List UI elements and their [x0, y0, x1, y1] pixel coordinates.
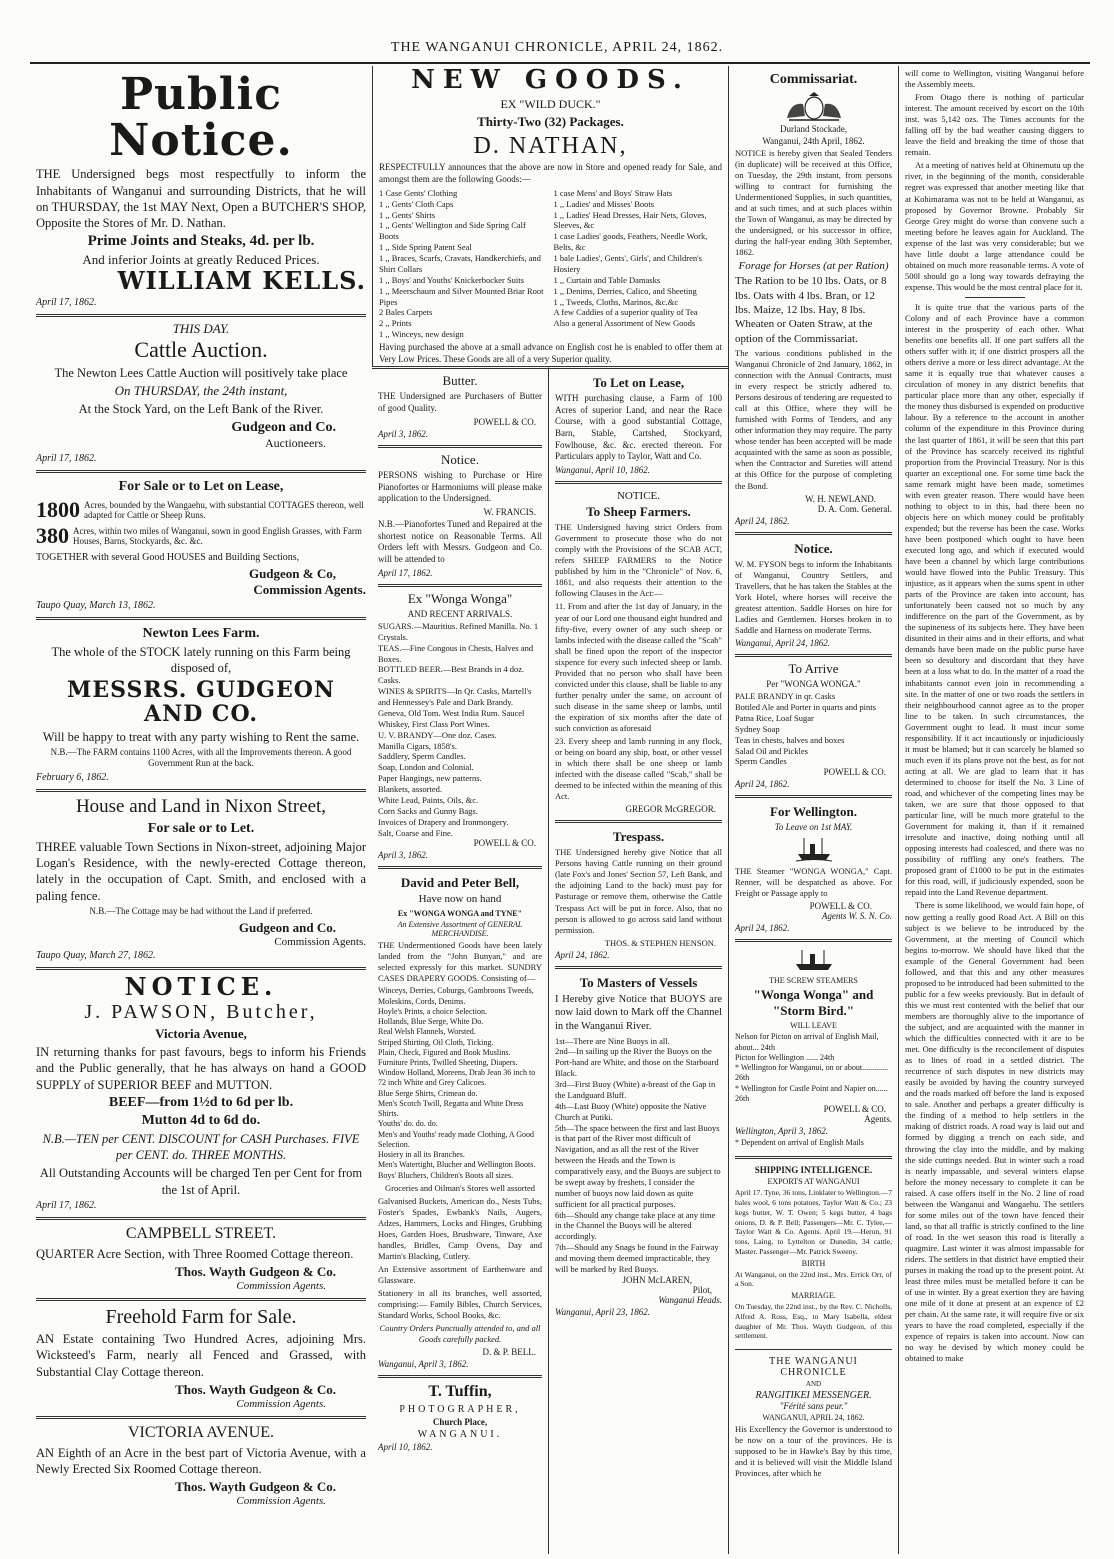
ad-title: To Arrive — [788, 660, 839, 676]
ad-title: Butter. — [442, 373, 478, 388]
steamship-icon — [794, 836, 834, 862]
ad-ex: Ex "WONGA WONGA and TYNE" — [397, 909, 523, 919]
ad-signature: Gudgeon & Co, — [248, 565, 336, 581]
bell-list — [378, 986, 542, 1180]
ad-beef-price: BEEF—from 1½d to 6d per lb. — [108, 1094, 294, 1110]
list-item: * Wellington for Castle Point and Napier on...... 26th — [735, 1083, 888, 1103]
ad-trespass — [555, 823, 722, 968]
ad-title: For Sale or to Let on Lease, — [118, 478, 284, 494]
ad-subtitle-2: An Extensive Assortment of GENERAL MERCHANDISE. — [397, 920, 523, 939]
ad-signature: THOS. & STEPHEN HENSON. — [604, 937, 716, 948]
lot-1800 — [36, 497, 366, 523]
list-item: Men's Scotch Twill, Regatta and White Dress Shirts. — [378, 1098, 524, 1119]
section-title: SHIPPING INTELLIGENCE. — [754, 1165, 873, 1176]
ad-date: Wanganui, April 23, 1862. — [555, 1306, 651, 1317]
list-item: 7th—Should any Snags be found in the Fairway and moving them deemed impracticable, they will be marked by Red Buoys. — [555, 1242, 719, 1274]
ad-date: April 17, 1862. — [36, 1199, 97, 1211]
ad-arrivals — [378, 587, 542, 870]
ad-firm: MESSRS. GUDGEON AND CO. — [67, 677, 335, 728]
list-item: 1 ,, Tweeds, Cloths, Marinos, &c.&c — [553, 296, 679, 307]
ad-title: Commissariat. — [769, 72, 858, 87]
ad-title: T. Tuffin, — [428, 1383, 492, 1401]
ad-body: NOTICE is hereby given that Sealed Tenders (in duplicate) will be received at this Office, on Tuesday, the 29th instant, from persons willing to contract for furnishing the Undermentioned Supplies, in such quantities, and at such times, and at such places within the Town of Wanganui, as may be directed by the undersigned, or his successor in office, during the half-year ending 30th September, 1862. — [735, 148, 892, 258]
list-item: Teas in chests, halves and boxes — [735, 734, 845, 745]
list-item: 2 ,, Prints — [379, 318, 412, 329]
ad-date: April 3, 1862. — [378, 428, 429, 439]
ad-place: Victoria Avenue, — [155, 1026, 247, 1042]
ad-campbell-street — [36, 1220, 366, 1301]
goods-list — [379, 188, 722, 340]
ad-title: For Wellington. — [770, 804, 857, 820]
list-item: Men's Watertight, Blucher and Wellington Boots. — [378, 1160, 536, 1170]
masthead: THE WANGANUI CHRONICLE, APRIL 24, 1862. — [390, 40, 724, 55]
list-item: Salt, Coarse and Fine. — [378, 827, 453, 838]
ad-to-arrive — [735, 657, 892, 798]
ad-commissariat — [735, 66, 892, 535]
ad-signature: Gudgeon and Co. — [238, 919, 336, 935]
masthead-rule — [30, 62, 1090, 64]
ad-body: THE Undersigned are Purchasers of Butter of good Quality. — [378, 391, 542, 413]
ad-body: The Newton Lees Cattle Auction will positively take place — [54, 366, 348, 381]
paper-date: WANGANUI, APRIL 24, 1862. — [762, 1413, 865, 1423]
ad-signature-title: Commission Agents. — [236, 1397, 326, 1410]
list-item: 1 ,, Meerschaum and Silver Mounted Briar Root Pipes — [379, 285, 544, 307]
ad-mutton-price: Mutton 4d to 6d do. — [141, 1112, 261, 1128]
column-5 — [898, 66, 1090, 1554]
list-item: 1 case Ladies' goods, Feathers, Needle Work, Belts, &c — [553, 231, 708, 253]
ad-freehold-farm — [36, 1301, 366, 1419]
editorial-paragraph: will come to Wellington, visiting Wanganui before the Assembly meets. — [905, 68, 1084, 90]
list-item: 1 ,, Gents' Wellington and Side Spring Calf Boots — [379, 220, 526, 242]
ad-subtitle: PHOTOGRAPHER, — [399, 1404, 521, 1416]
royal-arms-icon — [781, 90, 847, 122]
ad-packages: Thirty-Two (32) Packages. — [477, 113, 624, 129]
ad-title: NEW GOODS. — [411, 66, 690, 95]
list-item: * Wellington for Wanganui, on or about............. 26th — [735, 1063, 889, 1083]
list-item: Plain, Check, Figured and Book Muslins. — [378, 1047, 511, 1057]
list-item: 2nd—In sailing up the River the Buoys on the Port-hand are White, and those on the Starboard Black. — [555, 1046, 719, 1079]
column-4 — [728, 66, 898, 1554]
ad-title: VICTORIA AVENUE. — [127, 1423, 275, 1441]
ad-nb: N.B.—The FARM contains 1100 Acres, with all the Improvements thereon. A good Government Run at the back. — [50, 746, 352, 769]
section-body: April 17. Tyne, 36 tons, Linklater to Wellington.—7 bales wool, 6 tons potatoes, Taylor Watt & Co.; 23 kegs butter, W. T. Owen; 5 kegs butter, 4 bags onions, D. & P. Bell; Passengers—Mr. C. Tylee,—Taylor Watt & Co. Agents. April 19.—Heron, 91 tons, Laing, to Lyttelton or Dunedin, 34 cattle, Master. Passenger—Mr. Patrick Sweeny. — [735, 1188, 892, 1256]
list-item: WINES & SPIRITS—In Qr. Casks, Martell's and Hennessey's Pale and Dark Brandy. Geneva, Old Tom. West India Rum. Saucel Whiskey, First Class Port Wines. — [378, 686, 532, 729]
marriage-title: MARRIAGE. — [791, 1291, 836, 1301]
editorial-body: His Excellency the Governor is understood to be now on a tour of the provinces. He is supposed to be in Hawke's Bay by this time, and it is believed will visit the Middle Island Provinces, after which he — [735, 1424, 892, 1479]
list-item: SUGARS.—Mauritius. Refined Manilla. No. 1 Crystals. — [378, 620, 539, 642]
ad-body: At the Stock Yard, on the Left Bank of the River. — [78, 402, 324, 417]
list-item: Winceys, Derries, Coburgs, Gambroons Tweeds, Moleskins, Cords, Denims. — [378, 986, 534, 1006]
ad-country-orders: Country Orders Punctually attended to, and all Goods carefully packed. — [379, 1323, 541, 1345]
ad-will-leave: WILL LEAVE — [790, 1021, 837, 1031]
ad-date: April 17, 1862. — [378, 567, 433, 578]
editorial-header — [735, 1350, 892, 1487]
birth-body: At Wanganui, on the 22nd inst., Mrs. Errick Orr, of a Son. — [735, 1269, 892, 1289]
ad-title: "Wonga Wonga" and "Storm Bird." — [753, 987, 874, 1019]
ad-note: * Dependent on arrival of English Mails — [735, 1138, 864, 1148]
list-item: 1 ,, Gents' Shirts — [379, 209, 436, 220]
ad-date: Wanganui, April 3, 1862. — [378, 1359, 469, 1370]
ad-title-0: THE SCREW STEAMERS — [769, 976, 858, 986]
ad-body: THREE valuable Town Sections in Nixon-street, adjoining Major Logan's Residence, with the newly-erected Cottage thereon, lately in the occupation of Capt. Smith, and enclosed with a paling fence. — [36, 839, 366, 903]
lot-text: Acres, bounded by the Wangaehu, with substantial COTTAGES thereon, well adapted for Cattle or Sheep Runs. — [84, 499, 364, 520]
ad-title: To Masters of Vessels — [579, 974, 698, 990]
list-item: 1 ,, Side Spring Patent Seal — [379, 242, 472, 253]
ad-place: Durland Stockade, — [780, 124, 847, 134]
list-item: Nelson for Picton on arrival of English Mail, about... 24th — [735, 1032, 879, 1052]
list-item: Real Welsh Flannels, Worsted. — [378, 1027, 476, 1037]
ad-signature: Gudgeon and Co. — [231, 419, 336, 435]
ad-sale-lease — [36, 473, 366, 620]
ad-date: April 24, 1862. — [735, 779, 790, 790]
ad-date: April 24, 1862. — [735, 923, 790, 934]
list-item: Also a general Assortment of New Goods — [553, 318, 696, 329]
ad-new-goods — [372, 66, 728, 366]
ad-body: THE Steamer "WONGA WONGA," Capt. Renner, will be despatched as above. For Freight or Passage apply to — [735, 866, 892, 899]
list-item: Paper Hangings, new patterns. — [378, 773, 482, 784]
lot-number: 380 — [36, 522, 69, 548]
ad-place: Church Place, — [432, 1417, 488, 1428]
ad-conditions: The various conditions published in the Wanganui Chronicle of 2nd January, 1862, in connection with the Annual Contracts, must in every respect be strictly adhered to. Persons desirous of tendering are requested to call at this Office, where they will be furnished with Forms of Tenders, and any other information they may require. The party whose tender has been accepted will be made acquainted with the same as soon as possible, when the Contractor and Sureties will attend at this Office for the purpose of completing the Bond. — [735, 347, 892, 491]
list-item: Patna Rice, Loaf Sugar — [735, 712, 814, 723]
steamers-list — [735, 1032, 892, 1104]
list-item: 5th—The space between the first and last Buoys is that part of the River most difficult of Navigation, and as all the rest of the River between the Heads and the Town is comparatively easy, and the Buoys are subject to be swept away by freshets, I consider the number of buoys now laid down as quite sufficient for all practical purposes. — [555, 1122, 721, 1209]
ad-date: Wanganui, April 10, 1862. — [555, 465, 651, 476]
ad-pawson — [36, 970, 366, 1220]
ad-title: NOTICE. — [124, 971, 278, 1001]
birth-title: BIRTH — [801, 1258, 826, 1268]
steamship-icon — [792, 950, 836, 972]
ad-date: April 17, 1862. — [36, 296, 97, 308]
lot-380 — [36, 523, 366, 549]
ad-signature-title: Commission Agents. — [236, 1495, 326, 1508]
ad-cattle-auction — [36, 317, 366, 473]
buoys-list — [555, 1036, 722, 1275]
ad-pianos — [378, 448, 542, 587]
list-item: White Lead, Paints, Oils, &c. — [378, 794, 479, 805]
ad-body: TOGETHER with several Good HOUSES and Building Sections, — [36, 551, 300, 563]
ad-signature: WILLIAM KELLS. — [117, 266, 366, 296]
ad-place: Wanganui Heads. — [658, 1294, 722, 1305]
ad-victoria-avenue — [36, 1419, 366, 1514]
ad-body: THE Undermentioned Goods have been lately landed from the "John Bunyan," and are selected expressly for this market. SUNDRY CASES DRAPERY GOODS. Consisting of— — [378, 940, 542, 984]
list-item: 1 ,, Gents' Cloth Caps — [379, 198, 454, 209]
goods-list-right — [554, 188, 723, 329]
ad-inferior: And inferior Joints at greatly Reduced Prices. — [82, 252, 320, 268]
ad-signature: D. & P. BELL. — [482, 1347, 536, 1358]
list-item: Striped Shirting, Oil Cloth, Ticking. — [378, 1037, 494, 1047]
ad-signature: Thos. Wayth Gudgeon & Co. — [175, 1381, 336, 1397]
ad-sheep-farmers — [555, 484, 722, 823]
list-item: Soap, London and Colonial. — [378, 762, 474, 773]
ad-nixon-street — [36, 792, 366, 969]
list-item: 1st—There are Nine Buoys in all. — [555, 1035, 670, 1046]
ad-body: On THURSDAY, the 24th instant, — [114, 383, 288, 399]
ad-body: THE Undersigned hereby give Notice that all Persons having Cattle running on their ground (late Fox's and Jones' Section 57, Left Bank, and the adjoining Land to the back) must pay for Pasturage or remove them, otherwise the Cattle Trespass Act will be put in force. Also, that no person is allowed to go across said land without permission. — [555, 847, 722, 935]
ad-subtitle: AND RECENT ARRIVALS. — [407, 608, 513, 619]
ad-signature-title: Commission Agents. — [253, 581, 366, 597]
ad-body: WITH purchasing clause, a Farm of 100 Acres of superior Land, and near the Race Course, with a good substantial Cottage, Barn, Stable, Cartshed, Stockyard, Fowlhouse, &c. &c. erected thereon. For Particulars apply to Taylor, Watt and Co. — [555, 393, 722, 462]
ad-body: I Hereby give Notice that BUOYS are now laid down to Mark off the Channel in the Wanganui River. — [555, 993, 722, 1032]
ad-newton-lees — [36, 620, 366, 793]
ad-title: Trespass. — [612, 829, 665, 845]
editorial-paragraph: From Otago there is nothing of particular interest. The amount received by escort on the 10th inst. was 5,142 ozs. The Times accounts for the falling off by the bad weather causing diggers to leave the field and breaking the time of those that remain. — [905, 92, 1084, 158]
ad-signature: W. H. NEWLAND. — [805, 493, 876, 504]
ad-body: Will be happy to treat with any party wishing to Rent the same. — [42, 729, 360, 744]
ad-date: April 10, 1862. — [378, 1442, 433, 1453]
list-item: 6th—Should any change take place at any time in the Channel the Buoys will be altered accordingly. — [555, 1209, 716, 1242]
list-item: Hollands, Blue Serge, White Do. — [378, 1017, 484, 1027]
ad-for-wellington — [735, 798, 892, 942]
ad-title: To Sheep Farmers. — [586, 504, 691, 520]
list-item: Blankets, assorted. — [378, 784, 442, 795]
arrivals-list — [378, 621, 542, 839]
ad-notice: NOTICE. — [616, 490, 661, 503]
ad-bell — [378, 869, 542, 1378]
paper-title-2: RANGITIKEI MESSENGER. — [755, 1390, 872, 1402]
list-item: 1 case Mens' and Boys' Straw Hats — [553, 187, 673, 198]
ad-body: PERSONS wishing to Purchase or Hire Pianofortes or Harmoniums will please make application to the Undersigned. — [378, 469, 542, 504]
ad-fyson — [735, 535, 892, 657]
ad-groceries: Groceries and Oilman's Stores well assorted — [384, 1182, 535, 1193]
list-item: BOTTLED BEER.—Best Brands in 4 doz. Casks. — [378, 664, 525, 686]
list-item: Sydney Soap — [735, 723, 780, 734]
ad-butter — [378, 369, 542, 448]
ad-signature: W. FRANCIS. — [483, 506, 536, 517]
ad-body: THE Undersigned begs most respectfully to inform the Inhabitants of Wanganui and surrounding Districts, that he will on THURSDAY, the 1st MAY Next, Open a BUTCHER'S SHOP, Opposite the Stores of Mr. D. Nathan. — [36, 167, 366, 231]
ad-signature-title: D. A. Com. General. — [817, 503, 892, 514]
list-item: Saddlery, Sperm Candles. — [378, 751, 466, 762]
ad-signature: Thos. Wayth Gudgeon & Co. — [175, 1479, 336, 1495]
paper-title: THE WANGANUI CHRONICLE — [769, 1356, 858, 1379]
editorial-paragraph: At a meeting of natives held at Ohinemutu up the river, in the beginning of the month, considerable regret was expressed that another meeting like that at Kohimarama was not to be held at Wanganui, as proposed by Governor Browne. Probably Sir George Grey might do worse than convene such a meeting before he leaves again for Auckland. The expense of the last was very considerable; but we have little doubt a large attendance could be obtained on much more reasonable terms. A vote of 500l should go a long way towards defraying the expense. This would be the most central place for it. — [905, 160, 1084, 292]
ad-signature: POWELL & CO. — [823, 767, 886, 778]
ad-subtitle: For sale or to Let. — [147, 820, 255, 836]
ad-this-day: THIS DAY. — [172, 320, 230, 336]
list-item: 1 ,, Curtain and Table Damasks — [553, 274, 661, 285]
ad-title: David and Peter Bell, — [400, 875, 520, 891]
ad-signature-title: Agents W. S. N. Co. — [821, 911, 892, 922]
ad-date: April 17, 1862. — [36, 452, 97, 464]
arrive-list — [735, 691, 892, 767]
ad-body: THE Undersigned having strict Orders from Government to prosecute those who do not comply with the Provisions of the SCAB ACT, refers SHEEP FARMERS to the Notice published by him in the "Chronicle" of Nov. 6, 1861, and also requests their attention to the following Clauses in the Act:— — [555, 522, 722, 599]
ad-public-notice — [36, 66, 366, 317]
ad-forage: Forage for Horses (at per Ration) — [738, 260, 889, 273]
ad-date: Wanganui, 24th April, 1862. — [762, 136, 865, 146]
ad-screw-steamers — [735, 942, 892, 1159]
ad-signature: JOHN McLAREN, — [622, 1274, 692, 1285]
list-item: PALE BRANDY in qr. Casks — [735, 691, 836, 702]
ad-body: W. M. FYSON begs to inform the Inhabitants of Wanganui, Country Settlers, and Travellers, that he has taken the Stables at the York Hotel, where horses will receive the greatest attention. Saddle Horses on hire for Ladies and Gentlemen. Horses broken in to Saddle and Harness on moderate Terms. — [735, 558, 892, 635]
ad-date: Wanganui, April 24, 1862. — [735, 637, 831, 648]
list-item: Bottled Ale and Porter in quarts and pints — [735, 702, 876, 713]
ad-date: April 3, 1862. — [378, 850, 429, 861]
ad-date: April 24, 1862. — [555, 949, 610, 960]
ad-clause-11: 11. From and after the 1st day of January, in the year of our Lord one thousand eight hundred and fifty-five, every owner of any such sheep or lambs infected with the disease called the "Scab" shall be fined upon the report of the inspector sixpence for every such infected sheep or lamb. Provided that no person who shall have been convicted under this clause, shall be liable to any further penalty under the same, on account of such disease in the same sheep or lambs, until the expiration of six months after the date of such conviction as aforesaid — [555, 601, 722, 733]
ad-per: Per "WONGA WONGA." — [766, 679, 861, 690]
list-item: Salad Oil and Pickles — [735, 745, 808, 756]
ad-title: Cattle Auction. — [134, 336, 268, 362]
list-item: 4th—Last Buoy (White) opposite the Native Church at Putiki. — [555, 1100, 707, 1122]
list-item: Window Holland, Moreens, Drab Jean 36 inch to 72 inch White and Grey Calicoes. — [378, 1068, 536, 1088]
ad-masters-of-vessels — [555, 969, 722, 1323]
ad-date: Wellington, April 3, 1862. — [735, 1126, 829, 1137]
ad-date: Taupo Quay, March 27, 1862. — [36, 949, 156, 961]
list-item: Blue Serge Shirts, Crimean do. — [378, 1088, 478, 1098]
ad-signature: GREGOR McGREGOR. — [625, 804, 716, 815]
ad-subtitle: Have now on hand — [418, 893, 502, 906]
list-item: Picton for Wellington ...... 24th — [735, 1052, 835, 1062]
ad-stationery: Stationery in all its branches, well assorted, comprising:— Family Bibles, Church Services, Standard Works, School Books, &c. — [378, 1288, 542, 1321]
ad-ration: The Ration to be 10 lbs. Oats, or 8 lbs. Oats with 4 lbs. Bran, or 12 lbs. Maize, 12 lbs. Hay, 8 lbs. Wheaten or Oaten Straw, at the option of the Commissariat. — [735, 275, 887, 345]
ad-title: CAMPBELL STREET. — [125, 1224, 277, 1242]
ad-title: Public Notice. — [109, 69, 293, 167]
ad-body: IN returning thanks for past favours, begs to inform his Friends and the Public generally, that he has always on hand a GOOD SUPPLY of SUPERIOR BEEF and MUTTON. — [36, 1045, 366, 1092]
ad-nb: N.B.—The Cottage may be had without the Land if preferred. — [89, 905, 313, 916]
ad-prime-joints: Prime Joints and Steaks, 4d. per lb. — [87, 233, 315, 250]
ad-nb: N.B.—TEN per CENT. DISCOUNT for CASH Purchases. FIVE per CENT. do. THREE MONTHS. — [42, 1131, 360, 1163]
ad-name: J. PAWSON, Butcher, — [84, 1001, 318, 1024]
ad-title: House and Land in Nixon Street, — [75, 796, 327, 818]
list-item: 1 Case Gents' Clothing — [379, 187, 458, 198]
list-item: Sperm Candles — [735, 756, 787, 767]
ad-signature: POWELL & CO. — [473, 838, 536, 849]
column-3 — [548, 366, 728, 1554]
ad-intro: RESPECTFULLY announces that the above are now in Store and opened ready for Sale, and amongst them are the following Goods:— — [379, 162, 722, 185]
ad-signature: POWELL & CO. — [473, 416, 536, 427]
list-item: 1 ,, Denims, Derries, Calico, and Sheeting — [553, 285, 697, 296]
list-item: Hoyle's Prints, a choice Selection. — [378, 1006, 487, 1016]
paper-and: AND — [805, 1380, 822, 1389]
list-item: Men's and Youths' ready made Clothing, A Good Selection. — [378, 1129, 534, 1149]
ad-date: February 6, 1862. — [36, 772, 109, 784]
ad-tuffin — [378, 1378, 542, 1458]
ad-date-2: April 24, 1862. — [735, 515, 790, 526]
ad-signature-title: Commission Agents. — [236, 1280, 326, 1293]
shipping-intelligence — [735, 1159, 892, 1350]
editorial-paragraph: There is some likelihood, we would fain hope, of now getting a really good Road Act. A Bill on this subject is we believe to be introduced by the Government, at the meeting of Council which begins to-morrow. We should have liked that the example of the General Government had been followed, and that this and any other measures proposed to be introduced had been submitted to the public for a few weeks previously. But in default of this we must rest contented with the belief that our members are thoroughly alive to the importance of the subject, and are acquainted with the manner in which the difficulties connected with it are to be met. One difficulty is the reconcilement of disputes as to lines of road in a settled district. The recurrence of such disputes in new districts may easily be avoided by having the country surveyed and the roads marked off before the land is exposed to sale. Another and perhaps a greater difficulty is the finding of a method to help settlers in the making of district roads. A road way is laid out and formed by digging a trench on each side, and throwing the clay into the middle, and by making the side cuttings needed. But in winter such a road is nearly impassable, and several winters elapse before the money necessary to complete it can be raised. A case offers itself in the No. 2 line of road between the Wanganui and Wangaehu. The settlers for some miles out of the town have fenced their land, so that all traffic is strictly confined to the line of road. In the wet season this road is literally a quagmire. Last winter it was almost impassable for riders. The settlers in that district have emptied their purses in making the road up to the present point. At least three miles must be metalled before it can be of use in winter. By a great exertion they are having one mile of it done at present at an expence of £2 per chain. At the same rate, it will require five or six years to have the road completed, especially if the expence of repairs is taken into account. Now can no way be devised by which money could be obtained to make — [905, 900, 1084, 1364]
column-2 — [372, 366, 548, 1554]
divider — [965, 297, 1025, 298]
ad-accounts: All Outstanding Accounts will be charged Ten per Cent for from the 1st of April. — [39, 1166, 363, 1197]
ad-body: AN Estate containing Two Hundred Acres, adjoining Mrs. Wicksteed's Farm, nearly all Fenced and Grassed, with Substantial Clay Cottage thereon. — [36, 1332, 366, 1379]
ad-signature: POWELL & CO. — [809, 901, 872, 912]
ad-title: Ex "Wonga Wonga" — [407, 590, 513, 606]
ad-nb: N.B.—Pianofortes Tuned and Repaired at the shortest notice on Reasonable Terms. All Orders left with Messrs. Gudgeon and Co. will be attended to — [378, 518, 542, 564]
list-item: 1 ,, Braces, Scarfs, Cravats, Handkerchiefs, and Shirt Collars — [379, 253, 541, 274]
ad-signature-title: Pilot, — [692, 1284, 712, 1295]
ad-ex: EX "WILD DUCK." — [500, 96, 601, 111]
ad-signature-title: Auctioneers. — [265, 435, 326, 450]
ad-title: Freehold Farm for Sale. — [105, 1306, 297, 1329]
ad-signature: POWELL & CO. — [823, 1104, 886, 1115]
ad-subtitle: To Leave on 1st MAY. — [774, 822, 853, 833]
ad-footer: Having purchased the above at a small advance on English cost he is enabled to offer them at Very Low Prices. These Goods are all of a very Superior quality. — [379, 342, 722, 364]
ad-title: To Let on Lease, — [592, 375, 685, 390]
lot-text: Acres, within two miles of Wanganui, sown in good English Grasses, with Farm Houses, Barns, Stockyards, &c. &c. — [73, 525, 362, 546]
column-1 — [30, 66, 372, 1554]
list-item: A few Caddies of a superior quality of Tea — [553, 307, 698, 318]
list-item: 1 bale Ladies', Gents', Girls', and Children's Hosiery — [553, 253, 702, 274]
list-item: 2 Bales Carpets — [379, 307, 433, 318]
ad-title: Notice. — [441, 451, 479, 467]
list-item: Boys' Bluchers, Children's Boots all sizes. — [378, 1170, 514, 1180]
ad-body: QUARTER Acre Section, with Three Roomed Cottage thereon. — [36, 1246, 354, 1261]
list-item: Furniture Prints, Twilled Sheeting, Diapers. — [378, 1058, 518, 1068]
list-item: TEAS.—Fine Congous in Chests, Halves and Boxes. — [378, 642, 534, 664]
list-item: 1 ,, Ladies' Head Dresses, Hair Nets, Gloves, Sleeves, &c — [553, 209, 707, 231]
lot-number: 1800 — [36, 496, 80, 522]
list-item: 1 ,, Boys' and Youths' Knickerbocker Suits — [379, 274, 524, 285]
list-item: Corn Sacks and Gunny Bags. — [378, 805, 478, 816]
paper-motto: "Férité sans peur." — [779, 1401, 848, 1412]
ad-earthenware: An Extensive assortment of Earthenware and Glassware. — [378, 1264, 542, 1286]
ad-signature-title: Agents. — [864, 1114, 892, 1125]
ad-title: Notice. — [794, 540, 833, 556]
ad-clause-23: 23. Every sheep and lamb running in any flock, or being on board any ship, boat, or other vessel in which there shall be one sheep or lamb infected with the disease called "Scab," shall be deemed to be infected within the meaning of this Act. — [555, 736, 722, 802]
marriage-body: On Tuesday, the 22nd inst., by the Rev. C. Nicholls, Alfred A. Ross, Esq., to Mary Isabella, eldest daughter of Mr. Thos. Wayth Gudgeon, of this settlement. — [735, 1302, 892, 1341]
ad-name: D. NATHAN, — [473, 132, 628, 159]
ad-town: WANGANUI. — [417, 1429, 503, 1441]
ad-signature-title: Commission Agents. — [274, 935, 366, 948]
list-item: Youths' do. do. do. — [378, 1119, 438, 1129]
ad-body: AN Eighth of an Acre in the best part of Victoria Avenue, with a Newly Erected Six Roomed Cottage thereon. — [36, 1445, 366, 1477]
ad-galvanised: Galvanised Buckets, American do., Nests Tubs, Foster's Spades, Ewbank's Nails, Augers, Adzes, Hammers, Locks and Hinges, Grubbing Hoes, Garden Hoes, Brushware, Tinware, Axe handles, Bridles, Camp Ovens, Day and Martin's Blacking, Cutlery. — [378, 1195, 542, 1262]
ad-title: Newton Lees Farm. — [142, 625, 260, 641]
list-item: Manilla Cigars, 1858's. — [378, 740, 457, 751]
list-item: 1 ,, Ladies' and Misses' Boots — [553, 198, 655, 209]
ad-to-let-on-lease — [555, 369, 722, 484]
section-subtitle: EXPORTS AT WANGANUI — [767, 1177, 860, 1187]
ad-body: The whole of the STOCK lately running on this Farm being disposed of, — [51, 644, 351, 675]
list-item: 3rd—First Buoy (White) a-breast of the Gap in the Landguard Bluff. — [555, 1079, 716, 1100]
goods-list-left — [379, 188, 548, 340]
list-item: Hosiery in all its Branches. — [378, 1150, 465, 1160]
editorial-paragraph: It is quite true that the various parts of the Colony and of each Province have a common interest in the prosperity of each other. What benefits one benefits all. If one part suffers all the others suffer with it; if one district prospers all the others derive a more or less direct advantage. At the same it is equally true that whatever causes a circulation of money in any district benefits that particular place more than any other, especially if the money thus disbursed is expended on productive labour. By a reference to the account in another column of the expenditure in this Province during the last quarter of 1861, it will be seen that this part of the Province has scarcely received its rightful proportion from the Provincial Treasury. Nor is this quarter an exceptional one. For some time back the same remark might have been made, sometimes with even greater reason. There would have been nothing to object to in this, had there been no objects here on which money could be profitably expended; but the reverse has been the case. Works have been postponed which ought to have been executed long ago, and which if executed would have been a channel by which large contributions would have flowed into the Public Treasury. This injustice, as it appears when the sums spent in other parts of the Province are taken into account, has unfortunately been caused not so much by any indifference on the part of the Government, as by the supineness of its subjects here. They have been disunited in their aims and in their efforts, and what demands have been made on the public purse have been so desultory and discordant that they have been at a loss what to do. In the matter of a road the inhabitants cannot even join in recommending a site. In the matter of one or two roads the settlers in their neighbourhood cannot agree as to the proper line to be taken. In such circumstances, the Government ought to lead. It must incur some responsibility. If it act incautiously or injudiciously it must be blamed; but it can scarcely be blamed so much even if its plans prove not the best, as for not acting at all. We are glad to learn that it has determined to choose for itself the No. 3 Line of road, and whichever of the competing lines may be taken, we are sure that those opposed to that particular line, will be much more grateful to the Government for making it, than if it remained irresolute and inactive, doing nothing until all opposing interests had coalesced, and there was no possibility of ruffling any one's feathers. The proposed grant of £1000 to be put in the estimates for this road, will, if judiciously expended, soon be repaid into the Land Revenue department. — [905, 301, 1084, 898]
list-item: Invoices of Drapery and Ironmongery. — [378, 816, 509, 827]
ad-date: Taupo Quay, March 13, 1862. — [36, 599, 156, 611]
ad-signature: Thos. Wayth Gudgeon & Co. — [175, 1264, 336, 1280]
list-item: 1 ,, Winceys, new design — [379, 329, 464, 340]
list-item: U. V. BRANDY—One doz. Cases. — [378, 729, 497, 740]
